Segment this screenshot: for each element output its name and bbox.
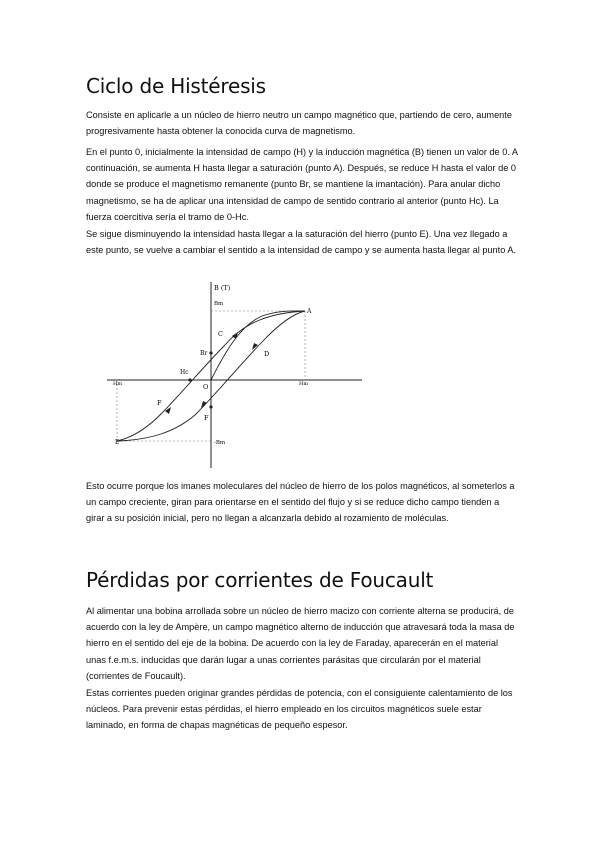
descending-branch	[117, 311, 305, 441]
label-hm-right: Hm	[299, 381, 309, 387]
paragraph-foucault-intro: Al alimentar una bobina arrollada sobre un núcleo de hierro macizo con corriente alterna se producirá, de acuerdo con la ley de Ampère, un campo magnético alterno de inducción que atravesará toda la masa de hierro en el sentido del eje de la bobina. De acuerdo con la ley de Faraday, aparecerán en el material unas f.e.m.s. inducidas que darán lugar a unas corrientes parásitas que circularán por el material (corrientes de Foucault).	[86, 606, 515, 681]
arrow-ascending-upper	[252, 343, 258, 350]
label-bm-top: Bm	[214, 301, 224, 307]
label-hc: Hc	[180, 369, 189, 376]
label-d: D	[264, 350, 270, 358]
label-g: F	[204, 414, 209, 422]
heading-hysteresis: Ciclo de Histéresis	[86, 74, 266, 98]
label-y-axis: B (T)	[214, 284, 231, 292]
label-br: Br	[200, 350, 208, 357]
label-c: C	[218, 330, 223, 338]
ascending-branch	[117, 311, 305, 441]
label-f: F	[157, 399, 162, 407]
initial-magnetization-curve	[211, 311, 305, 380]
label-bm-bottom: -Bm	[214, 440, 226, 446]
paragraph-foucault-losses: Estas corrientes pueden originar grandes pérdidas de potencia, con el consiguiente calentamiento de los núcleos. Para prevenir estas pérdidas, el hierro empleado en los circuitos magnéticos suele estar laminado, en forma de chapas magnéticas de pequeño espesor.	[86, 688, 513, 731]
point-br	[209, 351, 212, 354]
paragraph-hysteresis-intro: Consiste en aplicarle a un núcleo de hierro neutro un campo magnético que, partiendo de cero, aumente progresivamente hasta obtener la conocida curva de magnetismo.	[86, 110, 512, 137]
paragraph-hysteresis-process: En el punto 0, inicialmente la intensidad de campo (H) y la inducción magnética (B) tienen un valor de 0. A continuación, se aumenta H hasta llegar a saturación (punto A). Después, se reduce H hasta el valor de 0 donde se produce el magnetismo remanente (punto Br, se mantiene la imantación). Para anular dicho magnetismo, se ha de aplicar una intensidad de campo de sentido contrario al anterior (punto Hc). La fuerza coercitiva sería el tramo de 0-Hc.	[86, 147, 518, 222]
arrow-descending-lower	[165, 407, 171, 414]
label-a: A	[307, 308, 312, 315]
label-hm-left: Hm	[113, 381, 123, 387]
point-neg-br	[209, 405, 212, 408]
paragraph-molecular-magnets: Esto ocurre porque los imanes moleculares del núcleo de hierro de los polos magnéticos, al someterlos a un campo creciente, giran para orientarse en el sentido del flujo y si se reduce dicho campo tienden a girar a su posición inicial, pero no llegan a alcanzarla debido al rozamiento de moléculas.	[86, 481, 515, 524]
arrow-ascending-lower	[201, 401, 207, 408]
arrow-descending-upper	[232, 332, 238, 339]
label-origin: O	[203, 383, 209, 391]
heading-foucault: Pérdidas por corrientes de Foucault	[86, 568, 434, 592]
label-e: E	[115, 439, 120, 446]
point-hc	[188, 378, 191, 381]
paragraph-hysteresis-saturation: Se sigue disminuyendo la intensidad hasta llegar a la saturación del hierro (punto E). Una vez llegado a este punto, se vuelve a cambiar el sentido a la intensidad de campo y se aumenta hasta llegar al punto A.	[86, 229, 517, 256]
